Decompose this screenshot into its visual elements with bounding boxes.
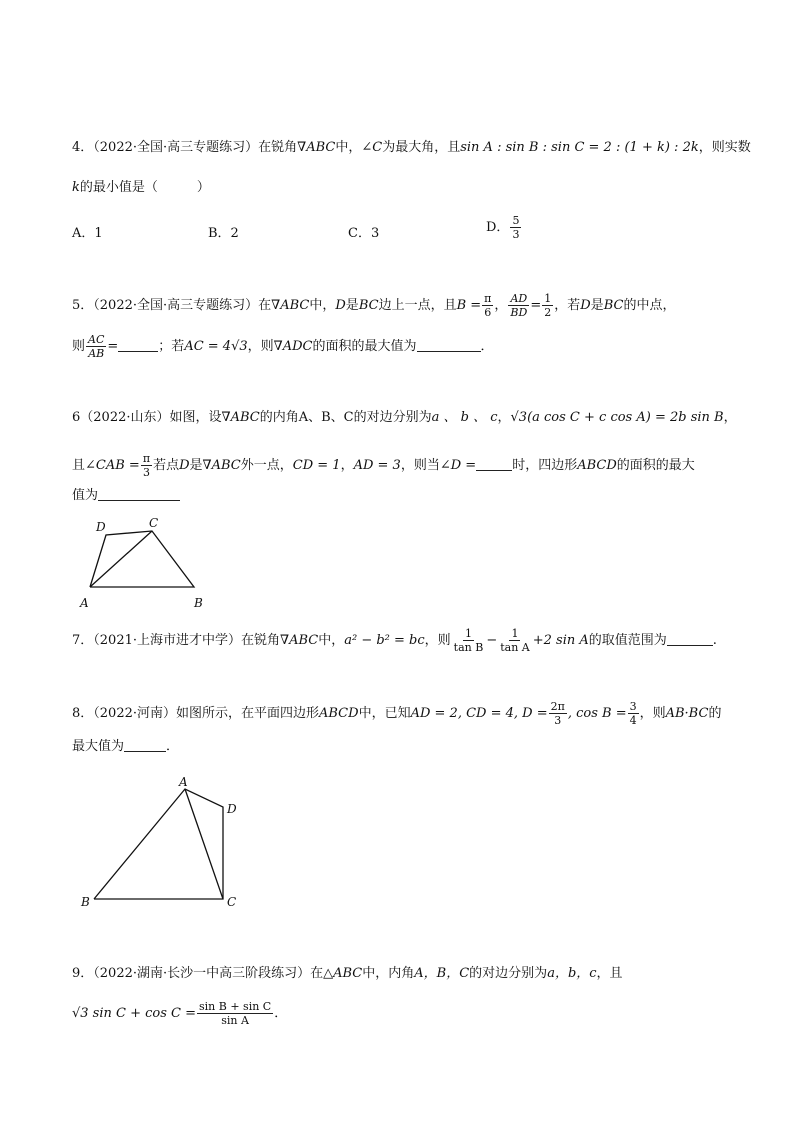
answer-blank[interactable] <box>118 337 158 352</box>
q6-line1 <box>72 408 737 428</box>
q9-frac <box>197 1000 273 1027</box>
frac-den: 3 <box>512 228 520 241</box>
q9-text: 的对边分别为 <box>469 966 548 981</box>
q9-prefix: 9．（2022·湖南·长沙一中高三阶段练习）在 <box>72 966 324 981</box>
q4-text2: 为最大角，且 <box>382 140 461 155</box>
frac-den: BD <box>510 306 528 319</box>
q5-line1 <box>72 292 675 319</box>
q6-angle-cab: ∠CAB = <box>85 458 140 473</box>
q4-triangle: ∇ABC <box>297 140 336 155</box>
q7-triangle: ∇ABC <box>280 633 319 648</box>
q5-var-bc: BC <box>358 298 379 313</box>
frac-den: tan A <box>500 641 530 654</box>
q5-eq: = <box>107 339 119 354</box>
q6-label-c: C <box>149 516 159 530</box>
q6-equation: √3(a cos C + c cos A) = 2b sin B <box>510 410 724 425</box>
frac-den: 3 <box>142 466 150 479</box>
frac-num: AC <box>88 333 105 346</box>
q4-option-c-label: C．3 <box>348 226 380 241</box>
q6-text: ， <box>497 410 511 425</box>
q6-text: ， <box>723 410 737 425</box>
q8-ab-bc: AB·BC <box>665 706 709 721</box>
q4-option-d <box>486 214 522 241</box>
q6-text: 若点 <box>153 458 180 473</box>
q4-line2 <box>72 178 210 198</box>
q5-triangle: ∇ABC <box>271 298 310 313</box>
answer-blank[interactable] <box>417 337 481 352</box>
q5-text: 中， <box>309 298 336 313</box>
q4-text: 中， <box>335 140 362 155</box>
q6-var-d: D <box>179 458 190 473</box>
q5-text: 的中点， <box>623 298 676 313</box>
frac-den: AB <box>88 347 105 360</box>
q8-text: 中，已知 <box>358 706 411 721</box>
q9-end: ． <box>274 1006 288 1021</box>
q5-text: 是 <box>345 298 359 313</box>
q5-eq: = <box>530 298 542 313</box>
q5-ad-bd <box>508 292 529 319</box>
q5-text: 是 <box>590 298 604 313</box>
frac-den: 6 <box>484 306 492 319</box>
q6-figure <box>70 515 220 615</box>
q8-prefix: 8．（2022·河南）如图所示，在平面四边形 <box>72 706 319 721</box>
q4-ratio: sin A : sin B : sin C = 2 : (1 + k) : 2k <box>460 140 699 155</box>
q9-text: ，且 <box>596 966 623 981</box>
q6-line2 <box>72 452 695 479</box>
frac-num: 3 <box>629 700 637 713</box>
q8-label-a: A <box>179 775 188 789</box>
q5-var-bc: BC <box>603 298 624 313</box>
q5-text: ；若 <box>158 339 185 354</box>
q7-prefix: 7．（2021·上海市进才中学）在锐角 <box>72 633 280 648</box>
q9-lhs: √3 sin C + cos C = <box>72 1006 197 1021</box>
q9-sides: a，b，c <box>547 966 597 981</box>
q7-equation: a² − b² = bc <box>344 633 425 648</box>
q6-triangle: ∇ABC <box>202 458 241 473</box>
frac-num: π <box>142 452 151 465</box>
q7-line1 <box>72 627 717 654</box>
q9-angles: A，B，C <box>414 966 470 981</box>
q7-frac-tana <box>498 627 532 654</box>
q6-triangle: ∇ABC <box>221 410 260 425</box>
q6-text: 时，四边形 <box>512 458 578 473</box>
q9-text: 中，内角 <box>362 966 415 981</box>
q7-frac-tanb <box>452 627 486 654</box>
q6-ad: AD = 3 <box>353 458 401 473</box>
frac-num: 2π <box>550 700 565 713</box>
q5-line2 <box>72 333 494 360</box>
frac-num: 1 <box>544 292 552 305</box>
q8-label-b: B <box>81 895 90 909</box>
q8-text: ，则 <box>639 706 666 721</box>
frac-den: 4 <box>629 714 637 727</box>
q6-diagonal-ac <box>90 531 152 587</box>
frac-num: AD <box>510 292 528 305</box>
q8-frac-3-4 <box>628 700 639 727</box>
q5-triangle: ∇ADC <box>273 339 313 354</box>
q5-text: 则 <box>72 339 86 354</box>
q8-label-d: D <box>227 802 237 816</box>
q6-cd: CD = 1 <box>292 458 341 473</box>
q6-label-d: D <box>96 520 106 534</box>
q4-angle: ∠C <box>361 140 383 155</box>
q4-option-a-label: A．1 <box>72 226 103 241</box>
q4-option-b <box>208 222 239 241</box>
q6-text: 的内角A、B、C的对边分别为 <box>259 410 432 425</box>
q8-end: ． <box>166 739 180 754</box>
q6-abcd: ABCD <box>577 458 617 473</box>
q4-suffix: ，则实数 <box>698 140 751 155</box>
answer-blank[interactable] <box>476 456 512 471</box>
q5-prefix: 5．（2022·全国·高三专题练习）在 <box>72 298 272 313</box>
q6-text: 的面积的最大 <box>616 458 695 473</box>
q9-triangle: △ABC <box>323 966 363 981</box>
q4-option-a <box>72 222 103 241</box>
q4-prefix: 4．（2022·全国·高三专题练习）在锐角 <box>72 140 298 155</box>
q5-text: 的面积的最大值为 <box>312 339 417 354</box>
q8-text: 最大值为 <box>72 739 125 754</box>
q5-pi-6 <box>482 292 493 319</box>
q4-option-d-fraction <box>510 214 521 241</box>
frac-den: sin A <box>221 1014 249 1027</box>
q4-option-b-label: B．2 <box>208 226 239 241</box>
q8-label-c: C <box>227 895 237 909</box>
q4-option-d-label: D． <box>486 220 510 235</box>
frac-num: π <box>484 292 492 305</box>
q8-text: 的 <box>708 706 722 721</box>
q6-prefix: 6（2022·山东）如图，设 <box>72 410 222 425</box>
q5-text: 边上一点，且 <box>378 298 457 313</box>
answer-blank[interactable] <box>98 486 180 501</box>
q8-abcd: ABCD <box>319 706 359 721</box>
q6-text: 值为 <box>72 488 99 503</box>
q5-half <box>542 292 553 319</box>
q5-var-d: D <box>335 298 346 313</box>
frac-num: 1 <box>511 627 519 640</box>
q4-var-k: k <box>72 180 80 195</box>
q6-text: 外一点， <box>240 458 293 473</box>
q6-label-a: A <box>80 596 89 610</box>
q5-var-d: D <box>580 298 591 313</box>
frac-num: 1 <box>465 627 472 640</box>
q6-angle-d: ∠D = <box>439 458 477 473</box>
q7-text: ，则 <box>424 633 451 648</box>
q9-line1 <box>72 964 623 984</box>
answer-blank[interactable] <box>667 631 713 646</box>
frac-num: 5 <box>512 214 520 227</box>
answer-blank[interactable] <box>124 737 166 752</box>
q8-line2 <box>72 737 179 757</box>
q7-end: . <box>712 633 717 648</box>
q7-text: 的取值范围为 <box>588 633 667 648</box>
q7-text: 中， <box>318 633 345 648</box>
q5-ac-ab <box>86 333 106 360</box>
q8-line1 <box>72 700 721 727</box>
q6-label-b: B <box>194 596 203 610</box>
q6-text: 且 <box>72 458 86 473</box>
q5-comma: ， <box>494 298 508 313</box>
q5-ac-eq: AC = 4√3 <box>184 339 248 354</box>
q5-end: ． <box>480 339 494 354</box>
frac-den: 3 <box>554 714 562 727</box>
q8-cosb: , cos B = <box>567 706 627 721</box>
frac-num: sin B + sin C <box>199 1000 272 1013</box>
q4-line2-text: 的最小值是（ ） <box>79 180 210 195</box>
q4-option-c <box>348 222 379 241</box>
q5-text: ，则 <box>247 339 274 354</box>
q6-sides: a 、 b 、 c <box>431 410 498 425</box>
q7-plus-sin: +2 sin A <box>532 633 589 648</box>
q8-diagonal-ac <box>185 789 223 899</box>
q6-pi-3 <box>141 452 152 479</box>
q8-given: AD = 2, CD = 4, D = <box>410 706 548 721</box>
q6-text: 是 <box>189 458 203 473</box>
q4-line1 <box>72 138 751 158</box>
q6-line3 <box>72 486 180 506</box>
q8-frac-2pi-3 <box>549 700 567 727</box>
q6-text: ，则当 <box>400 458 440 473</box>
q7-minus: − <box>486 633 498 648</box>
q9-line2 <box>72 1000 287 1027</box>
frac-den: 2 <box>544 306 552 319</box>
q5-b-eq: B = <box>456 298 482 313</box>
q5-text: ，若 <box>554 298 581 313</box>
frac-den: tan B <box>453 641 484 654</box>
q8-figure <box>75 775 255 915</box>
q6-text: ， <box>340 458 354 473</box>
